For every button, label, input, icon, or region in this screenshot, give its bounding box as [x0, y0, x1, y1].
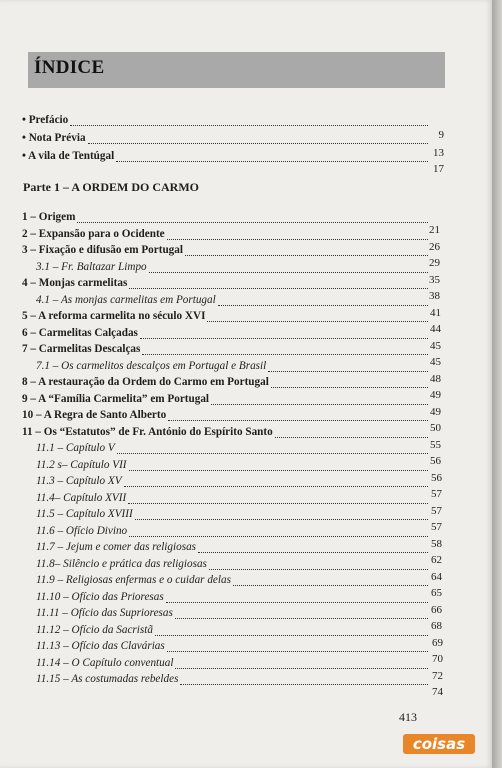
toc-page-number: 35 — [429, 273, 440, 286]
toc-page-number: 26 — [429, 240, 440, 253]
toc-entry-label: 6 – Carmelitas Calçadas — [22, 326, 138, 339]
toc-entry-label: 9 – A “Família Carmelita” em Portugal — [22, 392, 210, 405]
toc-entry-label: 11.15 – As costumadas rebeldes — [36, 673, 179, 685]
toc-page-number: 74 — [432, 686, 443, 698]
dot-leader — [167, 227, 428, 240]
toc-entry-label: 3.1 – Fr. Baltazar Limpo — [36, 260, 147, 273]
dot-leader — [185, 243, 428, 256]
toc-page-number: 9 — [438, 129, 444, 141]
dot-leader — [175, 656, 428, 669]
dot-leader — [180, 672, 428, 685]
toc-entry-label: 11.4– Capítulo XVII — [36, 491, 127, 504]
dot-leader — [207, 309, 428, 322]
toc-page-number: 64 — [431, 570, 442, 583]
toc-entry-label: 7.1 – Os carmelitos descalços em Portugal e Brasil — [36, 359, 267, 372]
toc-page-number: 56 — [430, 455, 441, 467]
toc-entry-label: 10 – A Regra de Santo Alberto — [22, 409, 167, 421]
dot-leader — [198, 540, 428, 553]
toc-entry-label: 2 – Expansão para o Ocidente — [22, 227, 165, 240]
toc-entry-label: 11.6 – Ofício Divino — [36, 524, 128, 537]
dot-leader — [268, 359, 428, 372]
dot-leader — [124, 474, 428, 487]
dot-leader — [128, 491, 428, 504]
dot-leader — [117, 441, 428, 454]
toc-page-number: 58 — [431, 537, 442, 550]
dot-leader — [275, 425, 428, 438]
dot-leader — [211, 392, 428, 405]
toc-page-number: 49 — [430, 405, 441, 418]
dot-leader — [168, 408, 428, 421]
toc-page-number: 44 — [430, 323, 441, 335]
toc-page-number: 48 — [430, 372, 441, 385]
toc-page-number: 69 — [432, 636, 443, 649]
dot-leader — [135, 507, 428, 520]
toc-entry-label: 11.10 – Ofício das Prioresas — [36, 590, 164, 603]
toc-page-number: 45 — [430, 339, 441, 352]
toc-entry-label: 7 – Carmelitas Descalças — [22, 343, 141, 355]
toc-entry-label: 4.1 – As monjas carmelitas em Portugal — [36, 293, 216, 306]
toc-page-number: 13 — [433, 147, 444, 159]
toc-page-number: 57 — [431, 504, 442, 517]
dot-leader — [149, 260, 428, 273]
dot-leader — [129, 524, 428, 537]
toc-page-number: 50 — [430, 422, 441, 434]
toc-page-number: 56 — [431, 471, 442, 484]
toc-entry-label: • Nota Prévia — [22, 132, 86, 144]
toc-page-number: 45 — [430, 356, 441, 368]
toc-entry-label: 11.5 – Capítulo XVIII — [36, 508, 133, 520]
toc-entry-label: 3 – Fixação e difusão em Portugal — [22, 244, 183, 256]
toc-entry-label: 11.11 – Ofício das Suprioresas — [36, 607, 173, 619]
index-title-bar — [28, 52, 445, 88]
dot-leader — [140, 326, 428, 339]
dot-leader — [129, 276, 428, 289]
book-spine-shadow — [492, 0, 502, 768]
dot-leader — [77, 210, 428, 223]
dot-leader — [167, 639, 428, 652]
toc-entry-label: 11.9 – Religiosas enfermas e o cuidar delas — [36, 574, 231, 586]
dot-leader — [70, 113, 428, 126]
toc-entry-label: 11.7 – Jejum e comer das religiosas — [36, 541, 197, 553]
toc-entry-label: • A vila de Tentúgal — [22, 150, 115, 162]
toc-page-number: 70 — [432, 653, 443, 665]
toc-entry-label: 1 – Origem — [22, 211, 76, 223]
dot-leader — [175, 606, 428, 619]
toc-entry-label: 11.1 – Capítulo V — [36, 442, 115, 454]
dot-leader — [218, 293, 428, 306]
dot-leader — [209, 557, 428, 570]
dot-leader — [271, 375, 428, 388]
toc-entry-label: 11.3 – Capítulo XV — [36, 475, 122, 487]
dot-leader — [166, 590, 428, 603]
toc-entry-label: 11.12 – Ofício da Sacristã — [36, 623, 153, 636]
toc-page-number: 17 — [433, 163, 444, 175]
dot-leader — [88, 131, 428, 144]
toc-page-number: 57 — [431, 521, 442, 533]
toc-entry-label: 4 – Monjas carmelitas — [22, 277, 128, 289]
toc-entry-label: 8 – A restauração da Ordem do Carmo em Portugal — [22, 376, 269, 388]
toc-page-number: 65 — [431, 587, 442, 599]
toc-page-number: 57 — [431, 488, 442, 500]
index-title: ÍNDICE — [34, 57, 105, 78]
toc-page-number: 21 — [429, 224, 440, 236]
dot-leader — [155, 623, 428, 636]
toc-entry-label: 11.2 s– Capítulo VII — [36, 458, 127, 471]
toc-entry-label: 11 – Os “Estatutos” de Fr. António do Espírito Santo — [22, 425, 273, 438]
toc-page-number: 68 — [431, 620, 442, 632]
toc-entry-label: • Prefácio — [22, 114, 69, 126]
toc-entry-label: 11.13 – Ofício das Clavárias — [36, 640, 165, 652]
toc-page-number: 41 — [430, 306, 441, 319]
part-heading: Parte 1 – A ORDEM DO CARMO — [23, 180, 199, 194]
dot-leader — [129, 458, 428, 471]
toc-page-number: 55 — [430, 438, 441, 451]
dot-leader — [142, 342, 428, 355]
dot-leader — [233, 573, 428, 586]
toc-page-number: 62 — [431, 554, 442, 566]
toc-entry-label: 11.14 – O Capítulo conventual — [36, 656, 174, 669]
toc-entry-label: 11.8– Silêncio e prática das religiosas — [36, 557, 207, 570]
toc-page-number: 38 — [429, 290, 440, 302]
toc-entry-label: 5 – A reforma carmelita no século XVI — [22, 310, 206, 322]
toc-page-number: 49 — [430, 389, 441, 401]
watermark-logo: coisas — [403, 734, 475, 754]
toc-page-number: 29 — [429, 257, 440, 269]
dot-leader — [116, 149, 428, 162]
toc-page-number: 66 — [431, 603, 442, 616]
page-number: 413 — [399, 710, 417, 724]
toc-page-number: 72 — [432, 669, 443, 682]
